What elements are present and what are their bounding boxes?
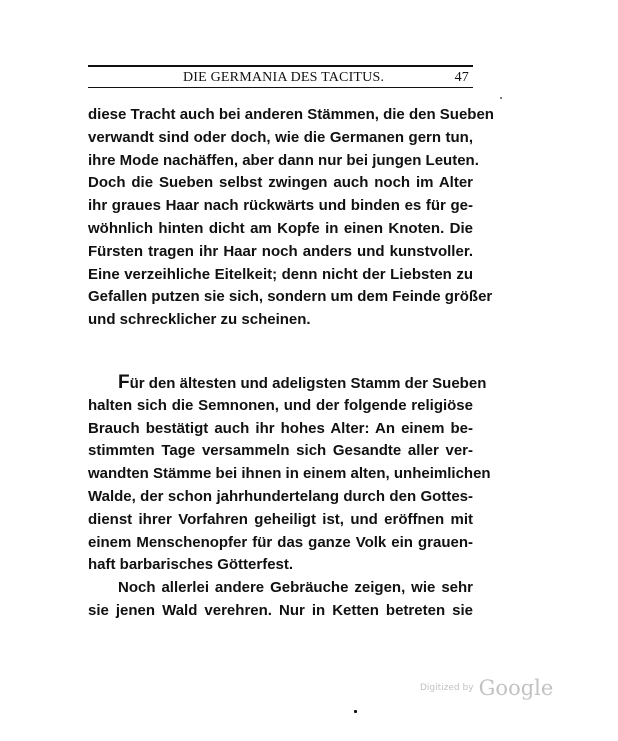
text-line: dienst ihrer Vorfahren geheiligt ist, und eröffnen mit [88,510,473,528]
text-line: einem Menschenopfer für das ganze Volk ein grauen- [88,533,473,551]
digitization-watermark [420,676,553,700]
text-line-first [88,372,487,395]
text-line: halten sich die Semnonen, und der folgende religiöse [88,396,473,414]
page-number: 47 [454,70,469,85]
text-line: ihre Mode nachäffen, aber dann nur bei jungen Leuten. [88,151,479,169]
speck-mark [500,97,502,99]
header-top-rule [88,65,473,67]
text-line: Gefallen putzen sie sich, sondern um dem Feinde größer [88,288,493,306]
text-line: diese Tracht auch bei anderen Stämmen, die den Sueben [88,106,494,123]
text-line: Brauch bestätigt auch ihr hohes Alter: An einem be- [88,419,473,437]
text-line: sie jenen Wald verehren. Nur in Ketten betreten sie [88,601,473,619]
running-title: DIE GERMANIA DES TACITUS. [183,70,385,85]
text-line: Doch die Sueben selbst zwingen auch noch im Alter [88,174,473,192]
text-line: Eine verzeihliche Eitelkeit; denn nicht der Liebsten zu [88,265,473,283]
watermark-prefix: Digitized by [420,683,474,693]
first-line-rest: ür den ältesten und adeligsten Stamm der Sueben [129,375,487,392]
paragraph-1 [88,104,494,332]
text-line: Walde, der schon jahrhundertelang durch den Gottes- [88,487,473,505]
text-line: haft barbarisches Götterfest. [88,556,294,574]
paragraph-2 [88,372,491,623]
initial-letter: F [118,372,130,393]
text-line: ihr graues Haar nach rückwärts und binden es für ge- [88,197,473,215]
running-header [88,70,473,86]
text-line: wandten Stämme bei ihnen in einem alten, unheimlichen [88,465,491,483]
text-line: Noch allerlei andere Gebräuche zeigen, wie sehr [118,579,473,597]
text-line: wöhnlich hinten dicht am Kopfe in einen Knoten. Die [88,219,473,237]
text-line: Fürsten tragen ihr Haar noch anders und kunstvoller. [88,242,473,260]
header-bottom-rule [88,87,473,88]
watermark-logo: Google [478,676,554,700]
text-line: verwandt sind oder doch, wie die Germanen gern tun, [88,128,473,146]
text-line: stimmten Tage versammeln sich Gesandte aller ver- [88,442,473,460]
text-line: und schrecklicher zu scheinen. [88,311,311,329]
speck-mark [354,710,357,713]
